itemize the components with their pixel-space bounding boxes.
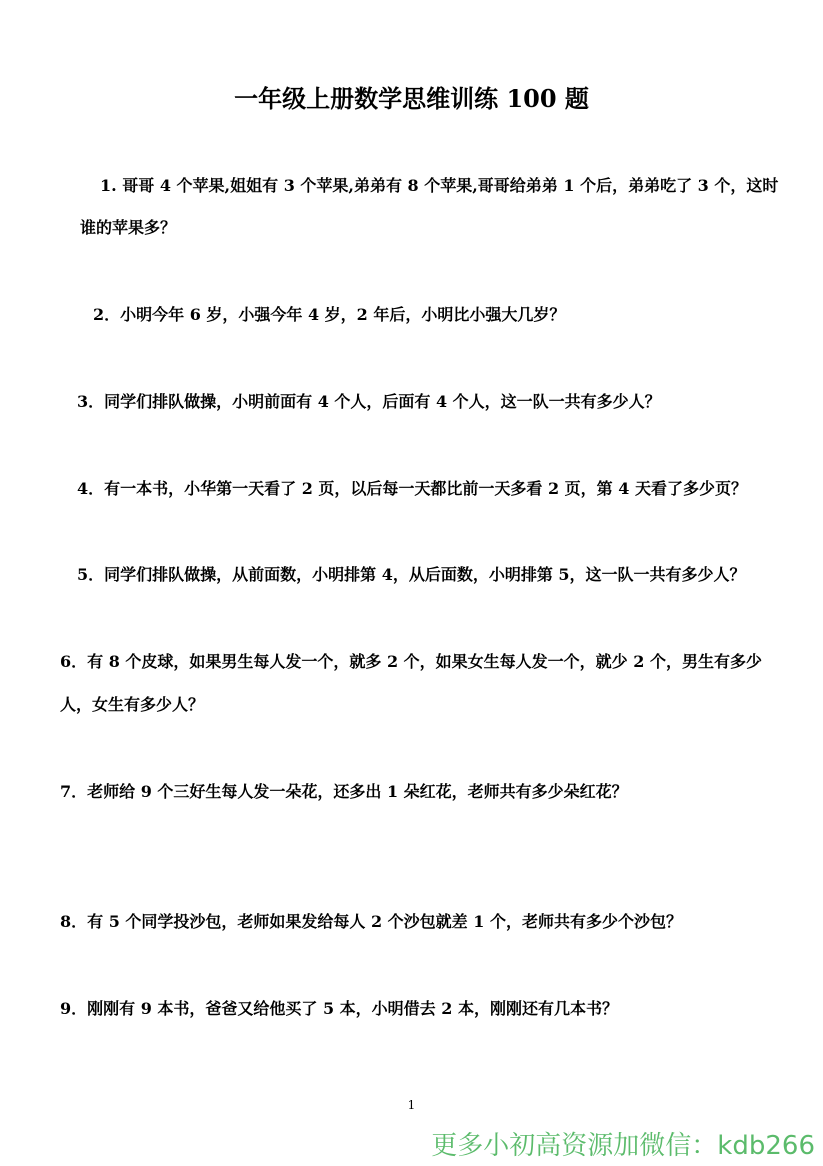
question-1-line-1: 1. 哥哥 4 个苹果,姐姐有 3 个苹果,弟弟有 8 个苹果,哥哥给弟弟 1 个后，弟弟吃了 3 个，这时	[100, 176, 779, 195]
question-8-line-1: 8．有 5 个同学投沙包，老师如果发给每人 2 个沙包就差 1 个，老师共有多少个沙包？	[60, 912, 682, 931]
question-1-line-2: 谁的苹果多？	[80, 218, 177, 237]
question-9-line-1: 9．刚刚有 9 本书，爸爸又给他买了 5 本，小明借去 2 本，刚刚还有几本书？	[60, 999, 618, 1018]
question-5-line-1: 5．同学们排队做操，从前面数，小明排第 4，从后面数，小明排第 5，这一队一共有多少人？	[77, 565, 746, 584]
question-6-line-2: 人，女生有多少人？	[60, 695, 205, 714]
page-title: 一年级上册数学思维训练 100 题	[234, 84, 589, 113]
question-4-line-1: 4．有一本书，小华第一天看了 2 页，以后每一天都比前一天多看 2 页，第 4 天看了多少页？	[77, 479, 747, 498]
question-6-line-1: 6．有 8 个皮球，如果男生每人发一个，就多 2 个，如果女生每人发一个，就少 2 个，男生有多少	[60, 652, 762, 671]
question-3-line-1: 3．同学们排队做操，小明前面有 4 个人，后面有 4 个人，这一队一共有多少人？	[77, 392, 661, 411]
watermark-text: 更多小初高资源加微信：kdb266	[431, 1131, 815, 1161]
page-number: 1	[407, 1098, 416, 1112]
question-2-line-1: 2．小明今年 6 岁，小强今年 4 岁，2 年后，小明比小强大几岁？	[93, 305, 566, 324]
question-7-line-1: 7．老师给 9 个三好生每人发一朵花，还多出 1 朵红花，老师共有多少朵红花？	[60, 782, 628, 801]
